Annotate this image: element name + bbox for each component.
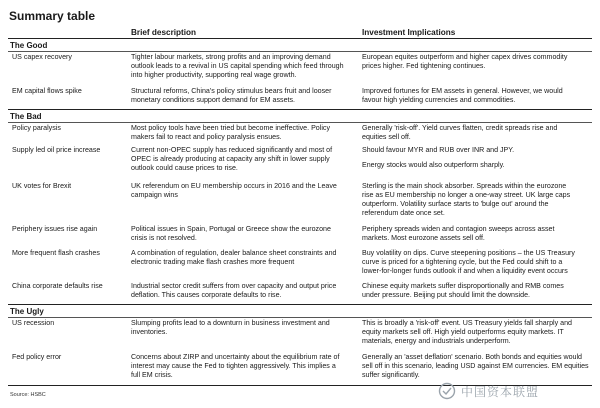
row-title: China corporate defaults rise [12,282,103,290]
row-implications: Improved fortunes for EM assets in general. However, we would favour high yielding currencies and commodities. [362,87,563,104]
row-description: Structural reforms, China's policy stimulus bears fruit and looser monetary conditions support demand for EM assets. [131,87,332,104]
row-description: Current non-OPEC supply has reduced significantly and most of OPEC is already producing at capacity any shift in lower supply outlook could cause prices to rise. [131,146,333,172]
source-note: Source: HSBC [10,392,46,398]
section-bad: The Bad [10,112,42,121]
section-rule [8,304,592,305]
row-implications: Buy volatility on dips. Curve steepening positions – the US Treasury curve is priced for a tightening cycle, but the Fed could shift to a lower-for-longer funds outlook if and when a liquidity event occurs [362,249,575,275]
row-implications: Generally 'risk-off'. Yield curves flatten, credit spreads rise and equities sell off. [362,124,558,141]
row-implications: Sterling is the main shock absorber. Spreads within the eurozone rise as EU membership no longer a one-way street. UK large caps outperform. Volatility surface starts to 'bulge out' around the referendum date once set. [362,182,571,217]
watermark-logo-icon [438,382,456,400]
header-brief-description: Brief description [131,28,197,37]
row-title: EM capital flows spike [12,87,82,95]
section-rule [8,122,592,123]
row-implications: Should favour MYR and RUB over INR and JPY. [362,146,515,154]
row-title: More frequent flash crashes [12,249,100,257]
row-implications: Energy stocks would also outperform sharply. [362,161,505,169]
row-description: Slumping profits lead to a downturn in business investment and inventories. [131,319,330,336]
row-description: Political issues in Spain, Portugal or Greece show the eurozone crisis is not resolved. [131,225,331,242]
row-implications: This is broadly a 'risk-off' event. US Treasury yields fall sharply and equity markets sell off. High yield outperforms equity markets. IT materials, energy and industrials underperform. [362,319,572,345]
section-rule [8,109,592,110]
row-description: Tighter labour markets, strong profits and an improving demand outlook leads to a revival in US capital spending which feed through into higher productivity, supporting real wage growth. [131,53,344,79]
row-title: Supply led oil price increase [12,146,101,154]
section-rule [8,317,592,318]
header-investment-implications: Investment Implications [362,28,456,37]
row-description: A combination of regulation, dealer balance sheet constraints and electronic trading make flash crashes more frequent [131,249,337,266]
row-description: Concerns about ZIRP and uncertainty about the equilibrium rate of interest may cause the Fed to tighten aggressively. This implies a full EM crisis. [131,353,340,379]
section-ugly: The Ugly [10,307,44,316]
row-title: US capex recovery [12,53,72,61]
row-description: Industrial sector credit suffers from over capacity and output price deflation. This causes corporate defaults to rise. [131,282,337,299]
row-title: US recession [12,319,55,327]
row-title: UK votes for Brexit [12,182,72,190]
row-implications: Generally an 'asset deflation' scenario. Both bonds and equities would sell off in this scenario, leading USD against EM currencies. EM equities suffer significantly. [362,353,589,379]
header-rule [8,38,592,39]
section-good: The Good [10,41,48,50]
row-implications: Periphery spreads widen and contagion sweeps across asset markets. Most eurozone assets sell off. [362,225,555,242]
section-rule [8,51,592,52]
row-implications: European equites outperform and higher capex drives commodity prices higher. Fed tightening continues. [362,53,568,70]
row-description: Most policy tools have been tried but become ineffective. Policy makers fail to react and policy paralysis ensues. [131,124,330,141]
watermark-text: 中国资本联盟 [461,385,540,399]
row-title: Fed policy error [12,353,62,361]
page-title: Summary table [9,9,96,23]
row-implications: Chinese equity markets suffer disproportionally and RMB comes under pressure. Beijing put should limit the downside. [362,282,564,299]
row-title: Policy paralysis [12,124,61,132]
row-description: UK referendum on EU membership occurs in 2016 and the Leave campaign wins [131,182,337,199]
row-title: Periphery issues rise again [12,225,98,233]
